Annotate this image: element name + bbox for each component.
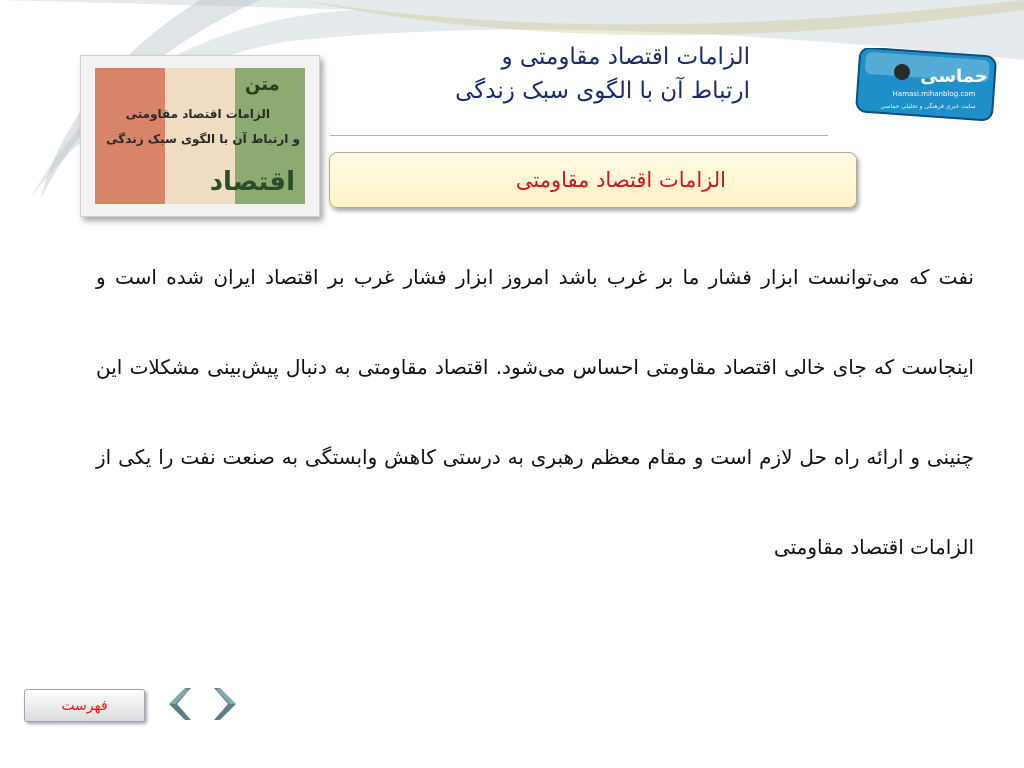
chevron-left-icon[interactable]: [165, 686, 201, 722]
book-cover-top-word: متن: [245, 74, 280, 95]
logo-url: Hamasi.mihanblog.com: [892, 90, 976, 98]
book-cover-big-word: اقتصاد: [209, 167, 295, 197]
logo-brand: حماسی: [920, 66, 988, 87]
body-paragraph: نفت که می‌توانست ابزار فشار ما بر غرب باشد امروز ابزار فشار غرب بر اقتصاد ایران شده است و اینجاست که جای خالی اقتصاد مقاومتی احساس می‌شود. اقتصاد مقاومتی به دنبال پیش‌بینی مشکلات این چنینی و ارائه راه حل لازم است و مقام معظم رهبری به درستی کاهش وابستگی به صنعت نفت را یکی از الزامات اقتصاد مقاومتی: [96, 265, 974, 559]
title-line-2: ارتباط آن با الگوی سبک زندگی: [455, 78, 750, 104]
subtitle-banner: [329, 152, 857, 208]
page-title: [330, 40, 750, 108]
logo-tagline: سایت خبری فرهنگی و تحلیلی حماسی: [880, 103, 976, 110]
menu-button[interactable]: فهرست: [24, 689, 145, 722]
chevron-right-icon[interactable]: [204, 686, 240, 722]
book-cover-line1: الزامات اقتصاد مقاومتی: [125, 107, 270, 121]
title-line-1: الزامات اقتصاد مقاومتی و: [501, 44, 750, 70]
hamasi-logo: [854, 48, 998, 122]
book-cover-line2: و ارتباط آن با الگوی سبک زندگی: [106, 132, 300, 146]
title-divider: [330, 135, 828, 136]
book-cover-image: [95, 68, 305, 204]
subtitle-text: الزامات اقتصاد مقاومتی: [515, 168, 726, 192]
book-cover-frame: [80, 55, 320, 217]
